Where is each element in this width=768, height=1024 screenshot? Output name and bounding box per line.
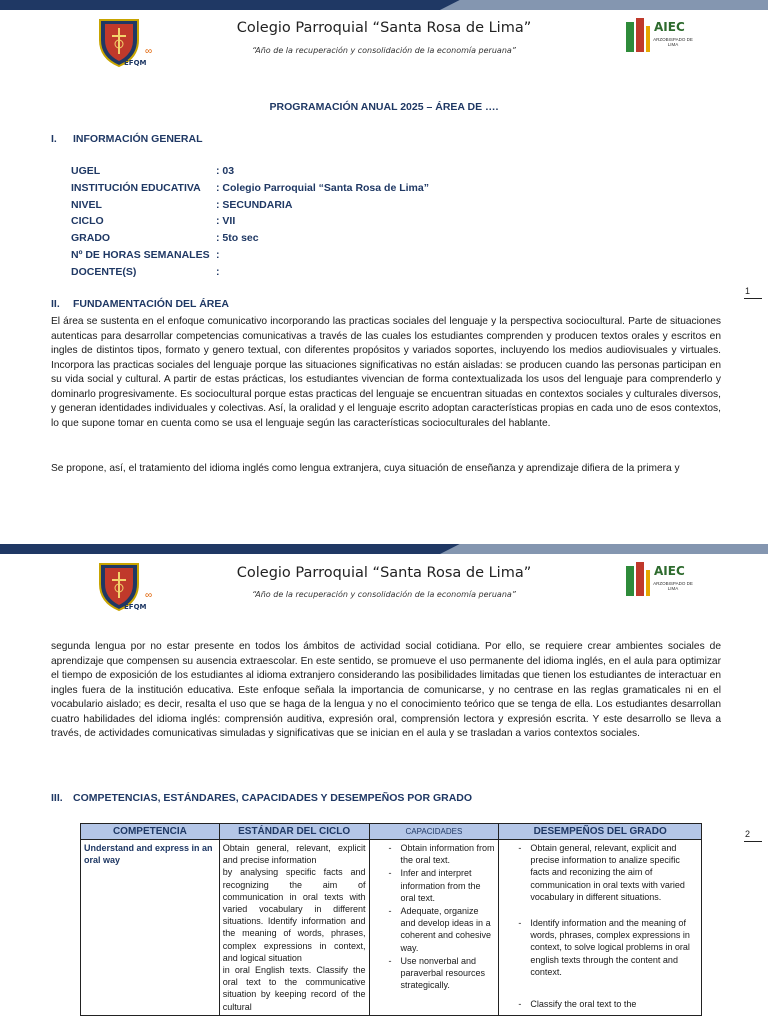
year-motto: “Año de la recuperación y consolidación de la economía peruana” <box>252 590 516 599</box>
year-motto: “Año de la recuperación y consolidación de la economía peruana” <box>252 46 516 55</box>
page-number-2: 2 <box>744 829 762 842</box>
efqm-label: EFQM <box>124 59 147 67</box>
school-name: Colegio Parroquial “Santa Rosa de Lima” <box>236 20 532 36</box>
list-item: - Infer and interpret information from the oral text. <box>373 867 496 904</box>
column-header-capacidades: CAPACIDADES <box>369 824 499 840</box>
info-row: UGEL : 03 <box>71 165 235 177</box>
info-row: NIVEL : SECUNDARIA <box>71 198 293 211</box>
table-header-row <box>81 824 702 840</box>
aiec-label: AIEC <box>654 564 685 578</box>
competencies-table <box>80 823 702 1016</box>
list-item: - Obtain general, relevant, explicit and precise information to analize specific facts and reconizing the aim of communication in oral texts with varied vocabulary in different situations. <box>502 842 698 903</box>
efqm-label: EFQM <box>124 603 147 611</box>
estandar-text: in oral English texts. Classify the oral text to the communicative situation by keeping record of the cultural <box>222 965 366 1012</box>
list-item: - Obtain information from the oral text. <box>373 842 496 866</box>
aiec-logo-icon <box>626 18 693 58</box>
rationale-paragraph-2-start: Se propone, así, el tratamiento del idioma inglés como lengua extranjera, cuya situación de enseñanza y aprendizaje difiera de la primera y <box>51 463 680 474</box>
general-info-list <box>71 165 429 283</box>
info-row: CICLO : VII <box>71 215 236 228</box>
rationale-paragraph-1: El área se sustenta en el enfoque comunicativo incorporando las practicas sociales del lenguaje y la perspectiva sociocultural. Parte de situaciones autenticas para desarrollar competencias comunicativas a través de las cuales los estudiantes comprenden y producen textos orales y escritos en ingles de distintos tipos, formato y genero textual, con diferentes propósitos y variados soportes, incluyendo los medios audiovisuales y virtuales. Incorpora las practicas sociales del lenguaje porque las situaciones significativas no están aisladas: se producen cuando las personas participan en su vida social y cultural. A partir de estas prácticas, los estudiantes vivencian de forma contextualizada los usos del lenguaje para comprenderlo y dominarlo progresivamente. Es sociocultural porque estas practicas del lenguaje se encuentran situadas en contextos sociales y culturales diversos, y generan identidades individuales y colectivas. Así, la oralidad y el lenguaje escrito adoptan características propias en cada uno de esos contextos, lo que supone tomar en cuenta como se usa el lenguaje según las características socioculturales del hablante. <box>51 316 721 429</box>
list-item: - Classify the oral text to the <box>502 998 698 1010</box>
rationale-paragraph-2-continued: segunda lengua por no estar presente en todos los ámbitos de actividad social cotidiana. Por ello, se requiere crear ambientes sociales de aprendizaje que compensen su ausencia extraescolar. En este sentido, se promueve el uso permanente del idioma inglés, en el aula para optimizar el tiempo de exposición de los estudiantes al idioma extranjero considerando las posibilidades limitadas que tienen los estudiantes de interactuar en ingles fuera de la institución educativa. Este enfoque señala la importancia de comunicarse, y no centrase en las reglas gramaticales ni en el vocabulario aislado; es decir, resalta el uso que se haga de la lengua y no el conocimiento teórico que se tenga de ella. Los estudiantes desarrollan cuatro habilidades del idioma inglés: comprensión auditiva, expresión oral, comprensión lectora y expresión escrita. Y este desarrollo se lleva a través, de actividades comunicativas simuladas y significativas que se inician en el aula y se trasladan a varios contextos sociales. <box>51 641 721 739</box>
competencia-cell: Understand and express in an oral way <box>81 840 220 1016</box>
capacidades-cell <box>369 840 499 1016</box>
efqm-swirl-icon: ∞ <box>145 590 153 601</box>
aiec-sub-label: ARZOBISPADO DE LIMA <box>653 581 693 591</box>
info-row: INSTITUCIÓN EDUCATIVA : Colegio Parroquial “Santa Rosa de Lima” <box>71 181 429 194</box>
page-number-1: 1 <box>744 286 762 299</box>
aiec-sub-label: ARZOBISPADO DE LIMA <box>653 37 693 47</box>
efqm-swirl-icon: ∞ <box>145 46 153 57</box>
column-header-estandar: ESTÁNDAR DEL CICLO <box>219 824 369 840</box>
info-row: Nº DE HORAS SEMANALES : <box>71 248 220 261</box>
table-row <box>81 840 702 1016</box>
header-stripe <box>0 544 768 554</box>
aiec-logo-icon <box>626 562 693 602</box>
list-item: - Identify information and the meaning of words, phrases, complex expressions in context, to solve logical problems in oral english texts through the content and context. <box>502 917 698 978</box>
list-item: - Adequate, organize and develop ideas in a coherent and cohesive way. <box>373 905 496 954</box>
school-name: Colegio Parroquial “Santa Rosa de Lima” <box>236 565 532 581</box>
document-page-2 <box>0 544 768 1024</box>
estandar-text: Obtain general, relevant, explicit and precise information <box>222 843 366 866</box>
estandar-text: by analysing specific facts and recognizing the aim of communication in oral texts with varied vocabulary in different situations. Identify information and the meaning of words, phrases, complex expressions in context, and logical situation <box>222 867 366 963</box>
header-stripe <box>0 0 768 10</box>
aiec-label: AIEC <box>654 20 685 34</box>
estandar-cell <box>219 840 369 1016</box>
section-heading-3: III. COMPETENCIAS, ESTÁNDARES, CAPACIDADES Y DESEMPEÑOS POR GRADO <box>51 792 473 804</box>
desempenos-cell <box>499 840 702 1016</box>
info-row: GRADO : 5to sec <box>71 232 259 245</box>
section-heading-1: I. INFORMACIÓN GENERAL <box>51 133 203 145</box>
column-header-competencia: COMPETENCIA <box>81 824 220 840</box>
column-header-desempenos: DESEMPEÑOS DEL GRADO <box>499 824 702 840</box>
list-item: - Use nonverbal and paraverbal resources strategically. <box>373 955 496 992</box>
section-heading-2: II. FUNDAMENTACIÓN DEL ÁREA <box>51 298 229 310</box>
document-title: PROGRAMACIÓN ANUAL 2025 – ÁREA DE …. <box>269 101 499 113</box>
info-row: DOCENTE(S) : <box>71 265 220 278</box>
